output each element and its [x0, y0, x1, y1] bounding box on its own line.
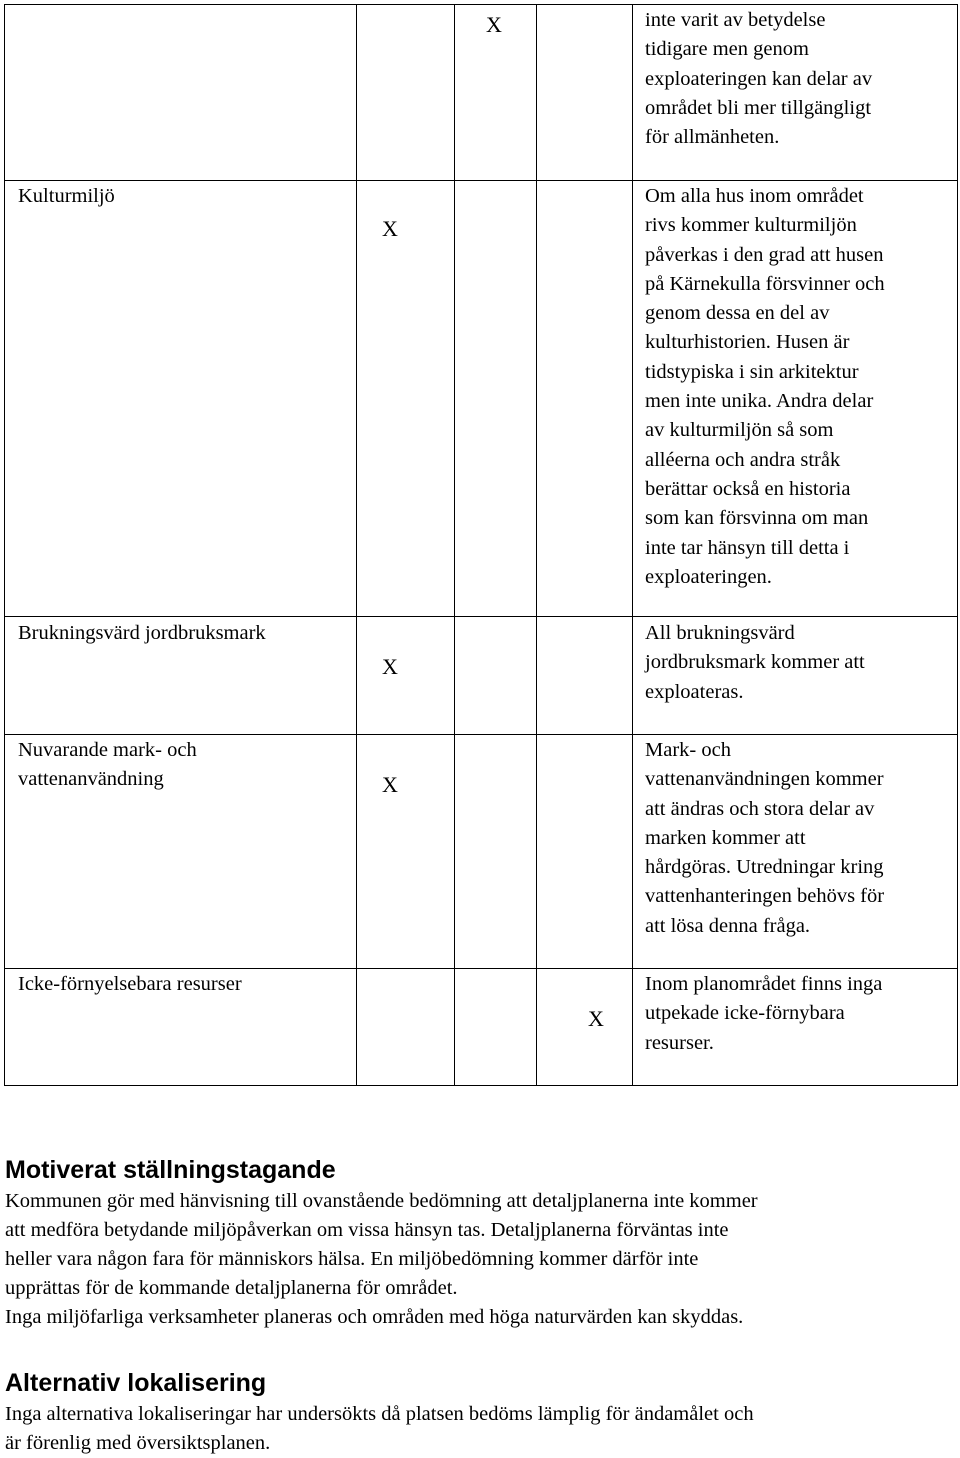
table-row-label: Kulturmiljö — [18, 185, 115, 207]
section-paragraph: Kommunen gör med hänvisning till ovanstående bedömning att detaljplanerna inte kommer att medföra betydande miljöpåverkan om vissa hänsyn tas. Detaljplanerna förväntas inte heller vara någon fara för människors hälsa. En miljöbedömning kommer därför inte upprättas för de kommande detaljplanerna för området. — [5, 1190, 758, 1299]
table-row-comment: All brukningsvärd jordbruksmark kommer att exploateras. — [645, 622, 865, 703]
table-divider-comment — [632, 4, 633, 1086]
table-border-right — [957, 4, 958, 1086]
table-row-comment: Om alla hus inom området rivs kommer kulturmiljön påverkas i den grad att husen på Kärnekulla försvinner och genom dessa en del av kulturhistorien. Husen är tidstypiska i sin arkitektur men inte unika. Andra delar av kulturmiljön så som alléerna och andra stråk berättar också en historia som kan försvinna om man inte tar hänsyn till detta i exploateringen. — [645, 185, 885, 588]
table-row-divider — [4, 968, 958, 969]
section-heading: Motiverat ställningstagande — [5, 1156, 336, 1184]
section-heading: Alternativ lokalisering — [5, 1369, 267, 1397]
table-row-mark: X — [382, 216, 398, 241]
table-divider-label — [356, 4, 357, 1086]
table-border-top — [4, 4, 958, 5]
table-row-label: Brukningsvärd jordbruksmark — [18, 622, 266, 644]
table-row-comment: Inom planområdet finns inga utpekade icke-förnybara resurser. — [645, 973, 883, 1054]
table-divider-mark2 — [454, 4, 455, 1086]
table-row-comment: Mark- och vattenanvändningen kommer att ändras och stora delar av marken kommer att hårdgöras. Utredningar kring vattenhanteringen behövs för att lösa denna fråga. — [645, 739, 885, 937]
table-row-label: Nuvarande mark- och vattenanvändning — [18, 739, 197, 791]
table-row-divider — [4, 180, 958, 181]
section-paragraph: Inga miljöfarliga verksamheter planeras och områden med höga naturvärden kan skyddas. — [5, 1306, 744, 1328]
table-row-mark: X — [382, 772, 398, 797]
table-divider-mark3 — [536, 4, 537, 1086]
assessment-table — [4, 4, 958, 1086]
table-border-bottom — [4, 1085, 958, 1086]
table-row-mark: X — [486, 12, 502, 37]
table-row-comment: inte varit av betydelse tidigare men genom exploateringen kan delar av området bli mer tillgängligt för allmänheten. — [645, 9, 873, 149]
section-paragraph: Inga alternativa lokaliseringar har undersökts då platsen bedöms lämplig för ändamålet och är förenlig med översiktsplanen. — [5, 1403, 754, 1454]
table-row-divider — [4, 734, 958, 735]
table-border-left — [4, 4, 5, 1086]
table-row-divider — [4, 616, 958, 617]
table-row-mark: X — [382, 654, 398, 679]
table-row-mark: X — [588, 1006, 604, 1031]
table-row-label: Icke-förnyelsebara resurser — [18, 973, 242, 995]
